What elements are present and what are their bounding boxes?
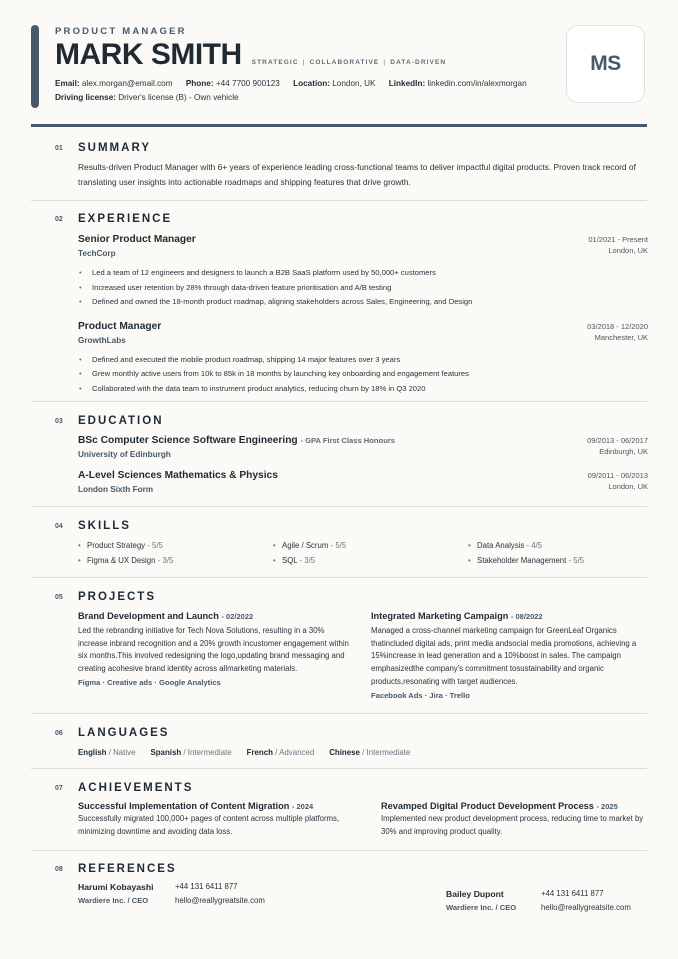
header-divider: [31, 124, 647, 127]
list-item: • Defined and owned the 18-month product roadmap, aligning stakeholders across Sales, Engineering, and Design: [78, 295, 648, 310]
trait-separator: |: [383, 59, 387, 66]
personal-traits: [252, 59, 447, 66]
section-title: EXPERIENCE: [78, 213, 173, 225]
contact-location: Location: London, UK: [293, 79, 376, 88]
projects-list: [78, 611, 648, 700]
list-item: • Increased user retention by 28% through data-driven feature prioritisation and A/B testing: [78, 281, 648, 296]
job-meta: [588, 234, 648, 256]
section-number: 03: [55, 417, 63, 425]
section-heading: [55, 782, 648, 794]
project-date: - 08/2022: [510, 612, 543, 621]
skill-item: • Product Strategy - 5/5: [78, 541, 273, 550]
skill-item: • Figma & UX Design - 3/5: [78, 556, 273, 565]
reference-email[interactable]: hello@reallygreatsite.com: [175, 896, 265, 905]
job-entry: [78, 234, 648, 310]
job-location: Manchester, UK: [594, 332, 648, 342]
section-title: REFERENCES: [78, 863, 177, 875]
job-entry: [78, 321, 648, 397]
section-heading: [55, 520, 648, 532]
section-number: 05: [55, 593, 63, 601]
degree: BSc Computer Science Software Engineering - GPA First Class Honours: [78, 435, 396, 446]
skills-list: [78, 541, 648, 565]
list-item: • Defined and executed the mobile product roadmap, shipping 14 major features over 3 years: [78, 353, 648, 368]
project-description: Led the rebranding initiative for Tech Nova Solutions, resulting in a 30% increase inbrand recognition and a 20% growth incustomer engagement within six months.This involved redesigning the logo,updating brand messaging and creating acohesive brand identity across allmarketing materials.: [78, 626, 349, 674]
education-entry: [78, 470, 648, 494]
language-item: English / Native: [78, 748, 136, 757]
location-value: London, UK: [332, 79, 376, 88]
project-tags: Facebook Ads · Jira · Trello: [371, 690, 470, 700]
achievement-entry: [381, 801, 651, 838]
reference-name: Bailey Dupont: [446, 889, 504, 899]
skill-item: • Data Analysis - 4/5: [468, 541, 648, 550]
trait-separator: |: [302, 59, 306, 66]
section-divider: [31, 200, 647, 201]
education-dates: 09/2013 - 06/2017: [587, 436, 648, 445]
job-dates: 01/2021 - Present: [588, 235, 648, 244]
section-heading: [55, 591, 648, 603]
section-divider: [31, 577, 647, 578]
email-link[interactable]: alex.morgan@email.com: [81, 79, 173, 88]
section-title: PROJECTS: [78, 591, 156, 603]
experience-section: [55, 213, 648, 396]
contact-email: Email: alex.morgan@email.com: [55, 79, 173, 88]
education-dates: 09/2011 - 06/2013: [587, 471, 648, 480]
project-title: Brand Development and Launch - 02/2022: [78, 611, 254, 621]
achievement-description: Successfully migrated 100,000+ pages of content across multiple platforms, minimizing downtime and avoiding data loss.: [78, 814, 340, 836]
achievement-description: Implemented new product development process, reducing time to market by 30% and improving product quality.: [381, 814, 644, 836]
contact-license: Driving license: Driver's license (B) - Own vehicle: [55, 93, 239, 102]
section-title: EDUCATION: [78, 415, 164, 427]
degree: A-Level Sciences Mathematics & Physics: [78, 470, 278, 481]
education-entry: [78, 435, 648, 459]
education-location: London, UK: [608, 482, 648, 491]
summary-text: Results-driven Product Manager with 6+ years of experience leading cross-functional teams to deliver impactful digital products. Proven track record of translating user insights into actionable roadmaps and shipping features that drive growth.: [78, 162, 636, 187]
achievement-title: Revamped Digital Product Development Process - 2025: [381, 801, 618, 811]
trait: STRATEGIC: [251, 59, 299, 66]
section-divider: [31, 401, 647, 402]
section-divider: [31, 713, 647, 714]
reference-name: Harumi Kobayashi: [78, 882, 154, 892]
project-entry: [78, 611, 351, 700]
section-number: 06: [55, 729, 63, 737]
reference-org: Wardiere Inc. / CEO: [446, 903, 517, 912]
skill-item: • Stakeholder Management - 5/5: [468, 556, 648, 565]
skill-item: • Agile / Scrum - 5/5: [273, 541, 468, 550]
section-number: 02: [55, 215, 63, 223]
section-divider: [31, 768, 647, 769]
job-title: Senior Product Manager: [78, 234, 196, 245]
job-bullets: [78, 266, 648, 310]
achievement-title: Successful Implementation of Content Migration - 2024: [78, 801, 314, 811]
school: London Sixth Form: [78, 485, 154, 494]
resume-header: [55, 26, 555, 102]
trait: COLLABORATIVE: [309, 59, 380, 66]
job-role: PRODUCT MANAGER: [55, 26, 187, 37]
skills-section: [55, 520, 648, 565]
header-accent-bar: [31, 25, 39, 108]
language-item: Chinese / Intermediate: [329, 748, 411, 757]
contact-line: [55, 79, 555, 88]
reference-entry: [78, 882, 295, 905]
job-dates: 03/2018 - 12/2020: [587, 321, 648, 331]
job-title: Product Manager: [78, 320, 162, 332]
reference-phone: +44 131 6411 877: [175, 882, 238, 891]
section-number: 08: [55, 865, 63, 873]
education-meta: [587, 435, 648, 457]
languages-section: [55, 727, 648, 757]
section-heading: [55, 142, 648, 154]
name-row: [55, 39, 555, 71]
project-description: Managed a cross-channel marketing campaign for GreenLeaf Organics thatincluded digital ads, print media andsocial media promotions, achieving a 15%increase in lead generation and a 10%boost in sales. The campaign emphasizedthe company's commitment tosustainability and organic products,resonating with target audiences.: [371, 626, 637, 686]
section-number: 04: [55, 522, 63, 530]
phone-value: +44 7700 900123: [215, 79, 280, 88]
section-heading: [55, 863, 648, 875]
section-title: ACHIEVEMENTS: [78, 782, 194, 794]
section-title: LANGUAGES: [78, 727, 170, 739]
school: University of Edinburgh: [78, 450, 171, 459]
achievements-section: [55, 782, 648, 838]
contact-linkedin: LinkedIn: linkedin.com/in/alexmorgan: [388, 79, 527, 88]
project-title: Integrated Marketing Campaign - 08/2022: [371, 611, 543, 621]
achievement-date: - 2024: [291, 802, 314, 811]
project-date: - 02/2022: [221, 612, 254, 621]
list-item: • Led a team of 12 engineers and designers to launch a B2B SaaS platform used by 50,000+ customers: [78, 266, 648, 281]
education-meta: [588, 470, 648, 492]
contact-phone: Phone: +44 7700 900123: [185, 79, 280, 88]
degree-grade: - GPA First Class Honours: [300, 436, 396, 445]
reference-phone: +44 131 6411 877: [541, 889, 604, 898]
trait: DATA-DRIVEN: [390, 59, 447, 66]
job-meta: [587, 321, 648, 343]
reference-org: Wardiere Inc. / CEO: [78, 896, 149, 905]
license-value: Driver's license (B) - Own vehicle: [118, 93, 239, 102]
reference-email[interactable]: hello@reallygreatsite.com: [541, 903, 631, 912]
project-tags: Figma · Creative ads · Google Analytics: [78, 677, 221, 687]
section-heading: [55, 213, 648, 225]
job-bullets: [78, 353, 648, 397]
reference-entry: [446, 889, 651, 912]
job-location: London, UK: [608, 246, 648, 255]
achievement-entry: [78, 801, 361, 838]
list-item: • Grew monthly active users from 10k to 85k in 18 months by launching key onboarding and engagement features: [78, 367, 648, 382]
section-divider: [31, 506, 647, 507]
section-number: 01: [55, 144, 63, 152]
education-section: [55, 415, 648, 494]
section-title: SKILLS: [78, 520, 131, 532]
skill-item: • SQL - 3/5: [273, 556, 468, 565]
job-company: GrowthLabs: [78, 335, 126, 345]
section-heading: [55, 415, 648, 427]
references-section: [55, 863, 648, 875]
achievements-list: [78, 801, 648, 838]
language-item: French / Advanced: [246, 748, 315, 757]
linkedin-link[interactable]: linkedin.com/in/alexmorgan: [427, 79, 527, 88]
language-item: Spanish / Intermediate: [150, 748, 232, 757]
section-heading: [55, 727, 648, 739]
initials-avatar: MS: [566, 25, 645, 103]
summary-section: [55, 142, 648, 189]
achievement-date: - 2025: [596, 802, 618, 811]
candidate-name: MARK SMITH: [55, 38, 242, 71]
projects-section: [55, 591, 648, 700]
section-number: 07: [55, 784, 63, 792]
section-divider: [31, 850, 647, 851]
list-item: • Collaborated with the data team to instrument product analytics, reducing churn by 18% in Q3 2020: [78, 382, 648, 397]
languages-list: [78, 748, 648, 757]
project-entry: [371, 611, 644, 700]
section-title: SUMMARY: [78, 142, 151, 154]
job-company: TechCorp: [78, 249, 116, 258]
education-location: Edinburgh, UK: [599, 447, 648, 456]
